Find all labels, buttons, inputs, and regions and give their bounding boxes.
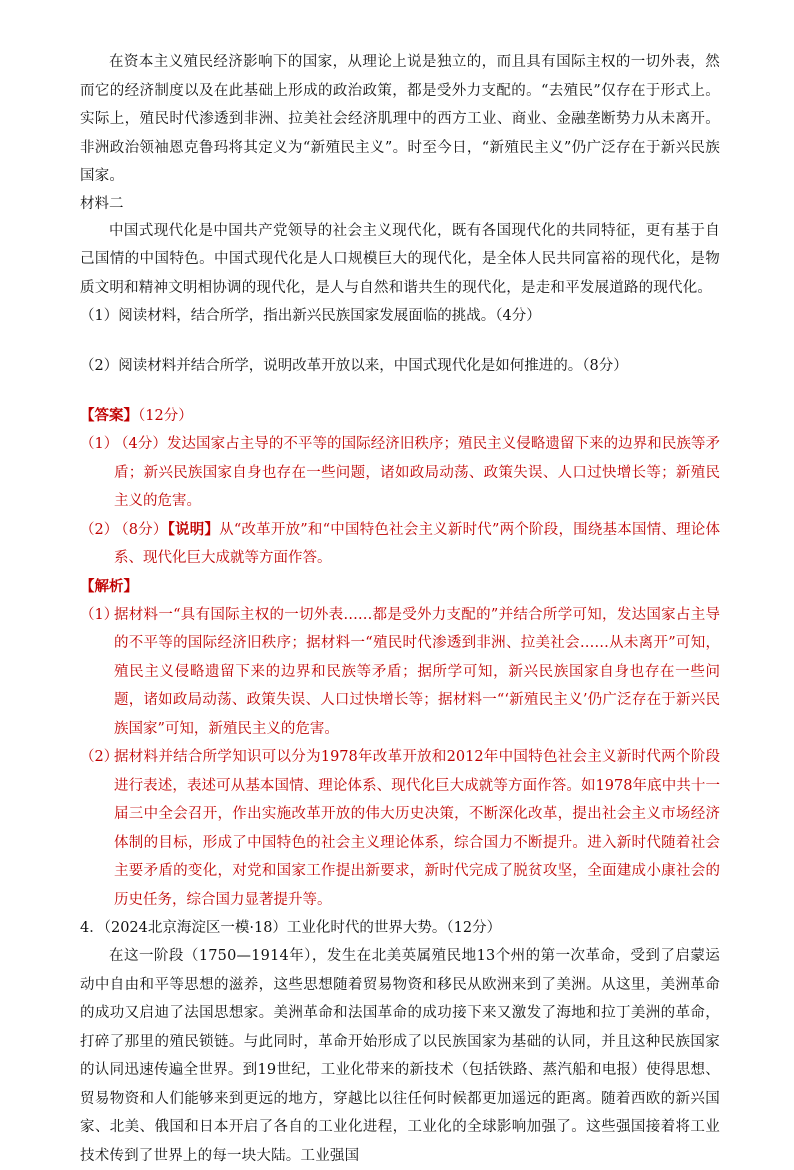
- material1-paragraph: 在资本主义殖民经济影响下的国家，从理论上说是独立的，而且具有国际主权的一切外表，然而它的经济制度以及在此基础上形成的政治政策，都是受外力支配的。“去殖民”仅存在于形式上。实际上，殖民时代渗透到非洲、拉美社会经济肌理中的西方工业、商业、金融垄断势力从未离开。非洲政治领袖恩克鲁玛将其定义为“新殖民主义”。时至今日，“新殖民主义”仍广泛存在于新兴民族国家。: [80, 54, 720, 184]
- question-4-title: 4．（2024北京海淀区一模·18）工业化时代的世界大势。（12分）: [80, 920, 502, 936]
- question-1: （1）阅读材料，结合所学，指出新兴民族国家发展面临的挑战。（4分）: [80, 308, 541, 324]
- analysis-item-2-number: （2）: [80, 749, 119, 765]
- answer-item-2-note: 【说明】: [167, 520, 220, 538]
- analysis-label: 【解析】: [80, 577, 138, 595]
- analysis-item-2: [80, 743, 720, 914]
- analysis-item-1-number: （1）: [80, 606, 119, 623]
- answer-score: （12分）: [138, 408, 193, 424]
- analysis-item-1-text: 据材料一“具有国际主权的一切外表……都是受外力支配的”并结合所学可知，发达国家占主导的不平等的国际经济旧秩序；据材料一“殖民时代渗透到非洲、拉美社会……从未离开”可知，殖民主义侵略遗留下来的边界和民族等矛盾；据所学可知，新兴民族国家自身也存在一些问题，诸如政局动荡、政策失误、人口过快增长等；据材料一“‘新殖民主义’仍广泛存在于新兴民族国家”可知，新殖民主义的危害。: [114, 606, 720, 737]
- analysis-item-2-text: 据材料并结合所学知识可以分为1978年改革开放和2012年中国特色社会主义新时代两个阶段进行表述，表述可从基本国情、理论体系、现代化巨大成就等方面作答。如1978年底中共十一届三中全会召开，作出实施改革开放的伟大历史决策，不断深化改革，提出社会主义市场经济体制的目标，形成了中国特色的社会主义理论体系，综合国力不断提升。进入新时代随着社会主要矛盾的变化，对党和国家工作提出新要求，新时代完成了脱贫攻坚，全面建成小康社会的历史任务，综合国力显著提升等。: [114, 749, 720, 908]
- answer-label: 【答案】: [80, 407, 138, 424]
- answer-item-2-points: （8分）: [114, 521, 168, 538]
- answer-item-1-number: （1）: [80, 436, 119, 452]
- material2-paragraph: 中国式现代化是中国共产党领导的社会主义现代化，既有各国现代化的共同特征，更有基于自己国情的中国特色。中国式现代化是人口规模巨大的现代化，是全体人民共同富裕的现代化，是物质文明和精神文明相协调的现代化，是人与自然和谐共生的现代化，是走和平发展道路的现代化。: [80, 222, 720, 296]
- answer-item-2-text: 从“改革开放”和“中国特色社会主义新时代”两个阶段，围绕基本国情、理论体系、现代化巨大成就等方面作答。: [114, 521, 721, 566]
- document-content: [80, 48, 720, 1170]
- answer-item-2-number: （2）: [80, 521, 119, 538]
- question-2: （2）阅读材料并结合所学，说明改革开放以来，中国式现代化是如何推进的。（8分）: [80, 358, 628, 374]
- question-4-paragraph: 在这一阶段（1750—1914年），发生在北美英属殖民地13个州的第一次革命，受到了启蒙运动中自由和平等思想的滋养，这些思想随着贸易物资和移民从欧洲来到了美洲。从这里，美洲革命的成功又启迪了法国思想家。美洲革命和法国革命的成功接下来又激发了海地和拉丁美洲的革命，打碎了那里的殖民锁链。与此同时，革命开始形成了以民族国家为基础的认同，并且这种民族国家的认同迅速传遍全世界。到19世纪，工业化带来的新技术（包括铁路、蒸汽船和电报）使得思想、贸易物资和人们能够来到更远的地方，穿越比以往任何时候都更加遥远的距离。随着西欧的新兴国家、北美、俄国和日本开启了各自的工业化进程，工业化的全球影响加强了。这些强国接着将工业技术传到了世界上的每一块大陆。工业强国: [80, 948, 720, 1164]
- answer-item-2: [80, 516, 720, 573]
- answer-heading: [80, 402, 720, 430]
- analysis-item-1: [80, 601, 720, 744]
- analysis-heading: [80, 573, 720, 601]
- answer-item-1: [80, 430, 720, 516]
- answer-item-1-text: （4分）发达国家占主导的不平等的国际经济旧秩序；殖民主义侵略遗留下来的边界和民族等矛盾；新兴民族国家自身也存在一些问题，诸如政局动荡、政策失误、人口过快增长等；新殖民主义的危害。: [114, 436, 720, 509]
- material2-heading: 材料二: [80, 195, 124, 212]
